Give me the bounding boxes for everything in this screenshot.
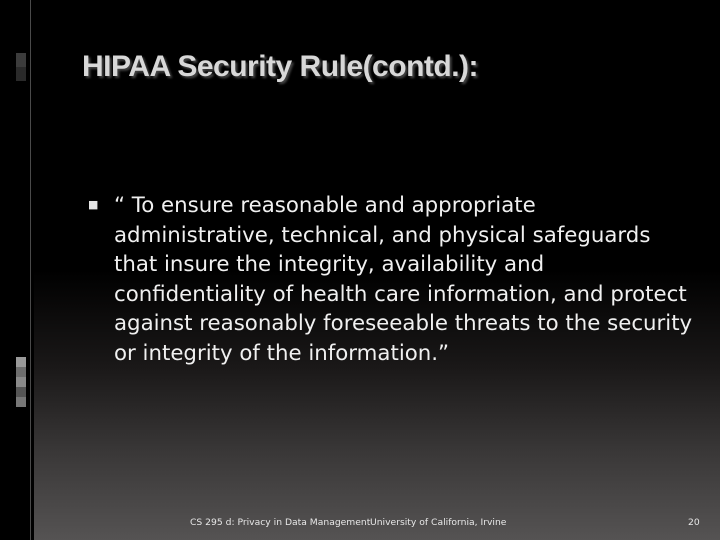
rail-accent-block — [16, 357, 26, 367]
rail-accent-block — [16, 397, 26, 407]
bullet-item — [88, 191, 698, 369]
rail-accent-block — [16, 367, 26, 377]
slide-title: HIPAA Security Rule(contd.): — [82, 50, 479, 83]
rail-accent-block — [16, 377, 26, 387]
bullet-square-icon: ■ — [88, 198, 99, 211]
footer-university: University of California, Irvine — [370, 517, 507, 528]
rail-accent-block — [16, 53, 26, 67]
rail-accent-block — [16, 387, 26, 397]
rail-divider-line — [30, 0, 31, 540]
footer-page-number: 20 — [688, 517, 700, 528]
bullet-text: “ To ensure reasonable and appropriate administrative, technical, and physical safeguards that insure the integrity, availability and confidentiality of health care information, and protect against reasonably foreseeable threats to the security or integrity of the information.” — [114, 193, 693, 366]
footer-course: CS 295 d: Privacy in Data Management — [190, 517, 371, 528]
rail-accent-block — [16, 67, 26, 81]
left-decorative-rail — [0, 0, 34, 540]
